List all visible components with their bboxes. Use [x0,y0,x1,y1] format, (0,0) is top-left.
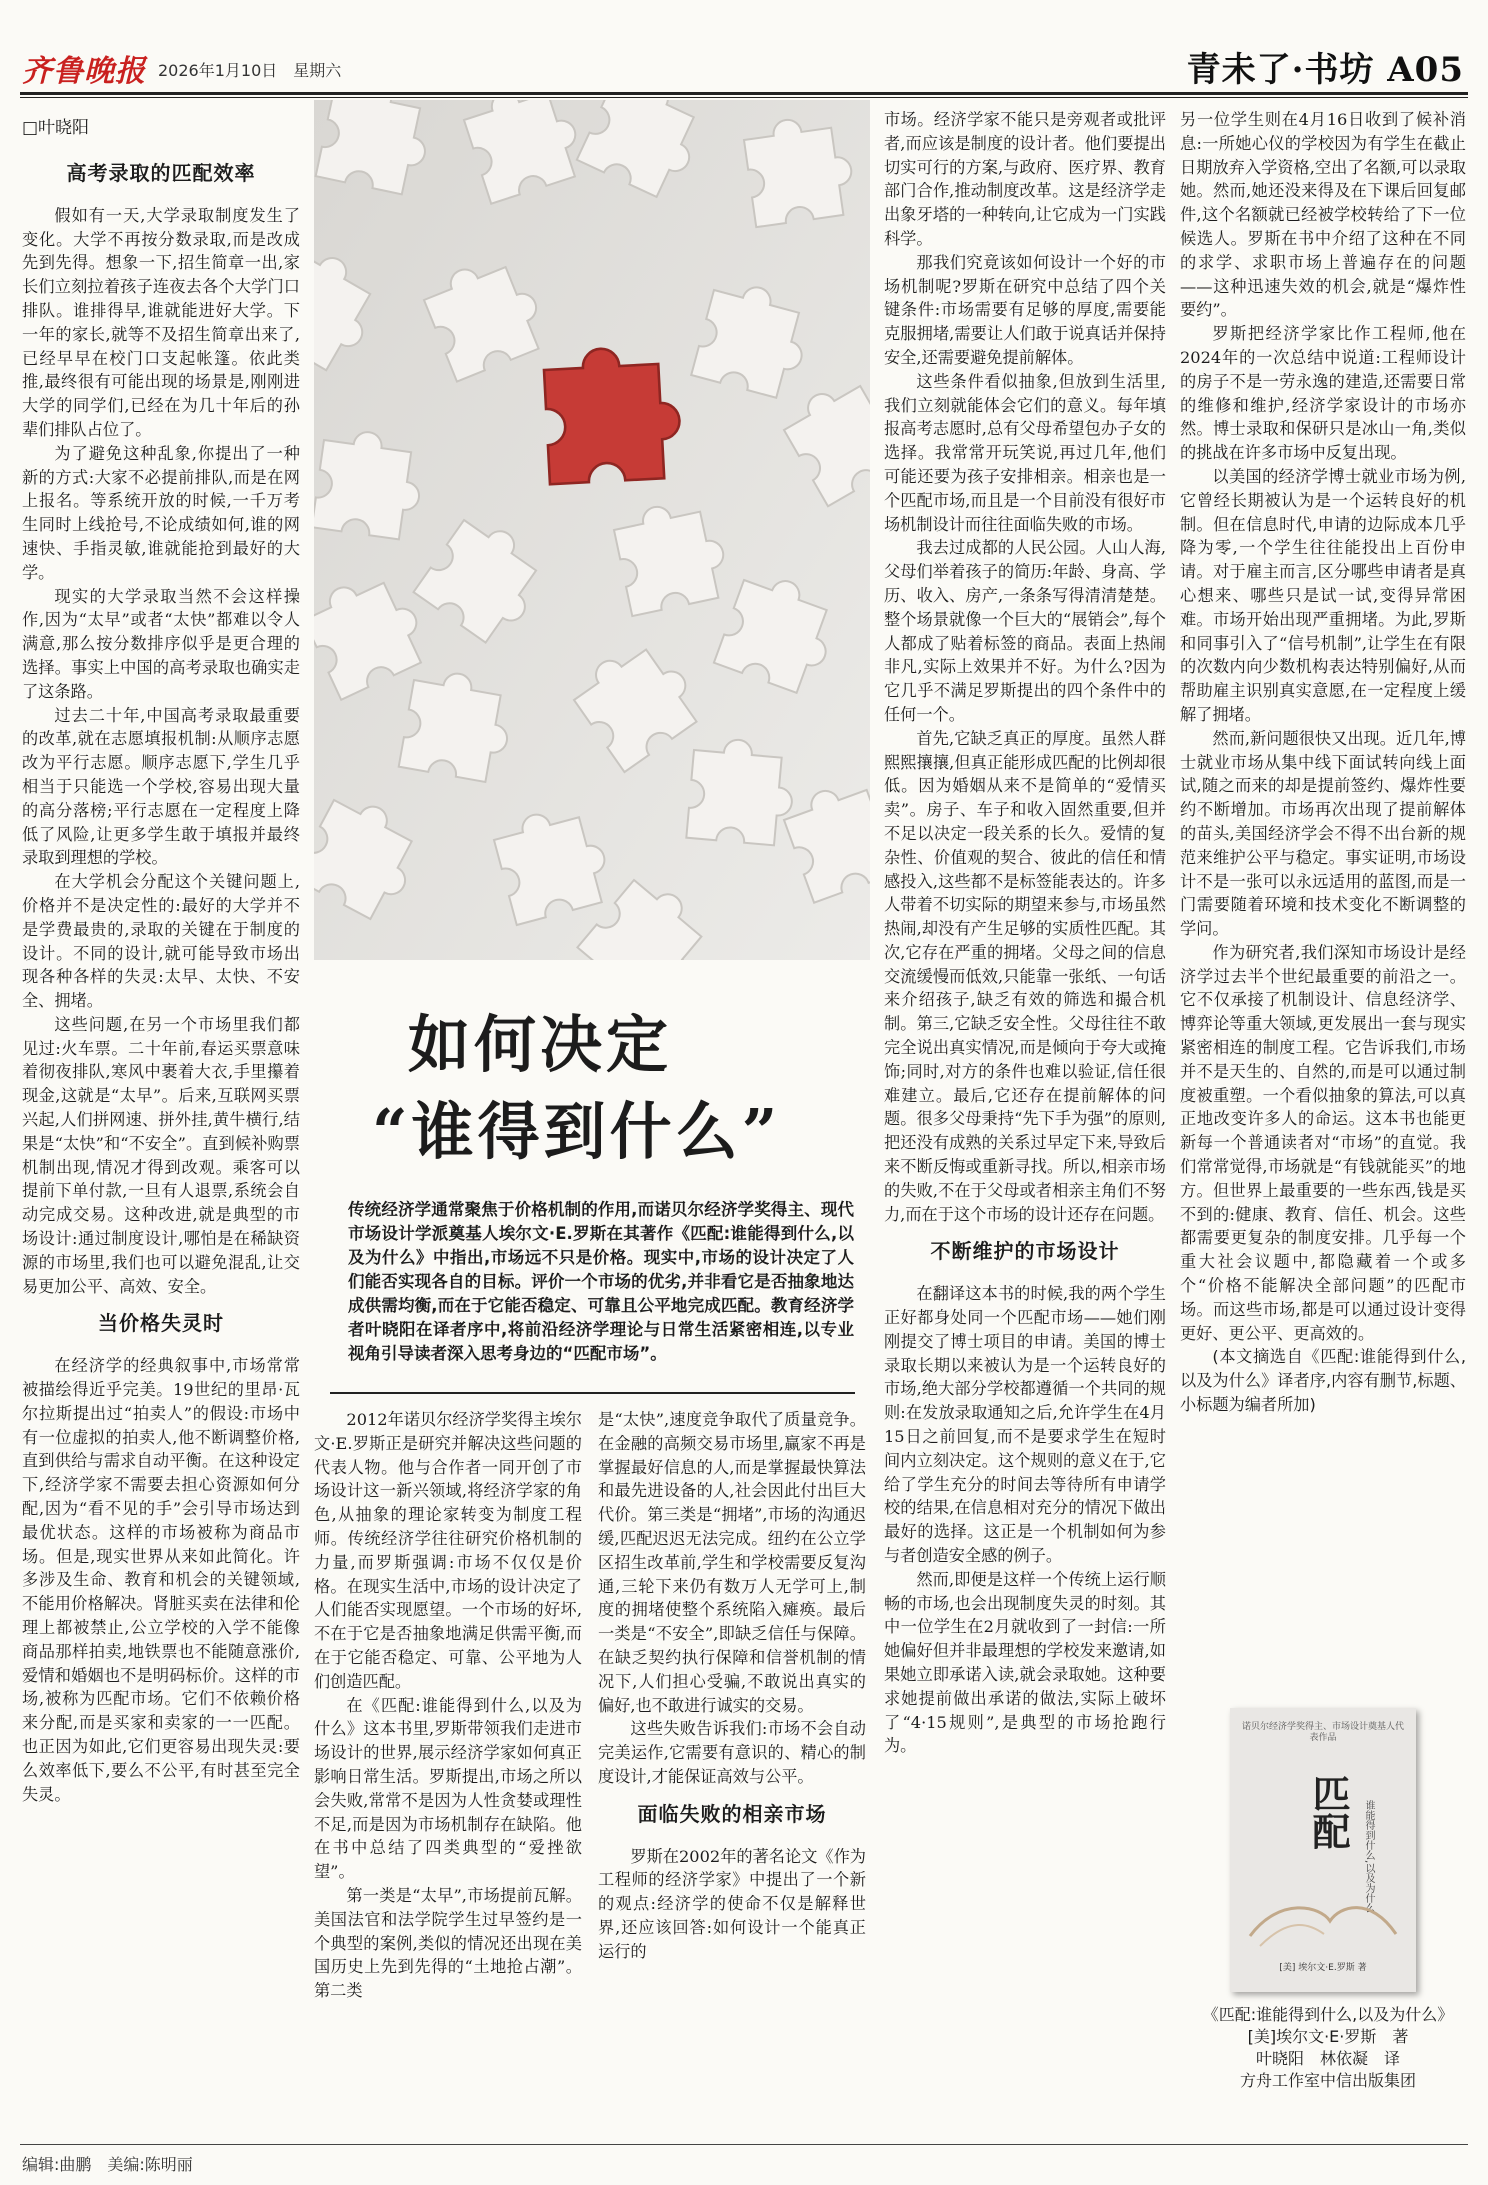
paragraph: 然而,即便是这样一个传统上运行顺畅的市场,也会出现制度失灵的时刻。其中一位学生在2月就收到了一封信:一所她偏好但并非最理想的学校发来邀请,如果她立即承诺入读,就会录取她。这种要求她提前做出承诺的做法,实际上破坏了“4·15规则”,是典型的市场抢跑行为。 [884,1569,1166,1756]
paragraph: 罗斯把经济学家比作工程师,他在2024年的一次总结中说道:工程师设计的房子不是一劳永逸的建造,还需要日常的维修和维护,经济学家设计的市场亦然。博士录取和保研只是冰山一角,类似的挑战在许多市场中反复出现。 [1180,324,1466,463]
book-caption-publisher: 方舟工作室中信出版集团 [1239,2071,1416,2090]
subheading-1: 高考录取的匹配效率 [66,161,256,185]
paragraph: 为了避免这种乱象,你提出了一种新的方式:大家不必提前排队,而是在网上报名。等系统开放的时候,一千万考生同时上线抢号,不论成绩如何,谁的网速快、手指灵敏,谁就能抢到最好的大学。 [22,443,300,582]
paragraph: 是“太快”,速度竞争取代了质量竞争。在金融的高频交易市场里,赢家不再是掌握最好信息的人,而是掌握最快算法和最先进设备的人,社会因此付出巨大代价。第三类是“拥堵”,市场的沟通迟缓,匹配迟迟无法完成。纽约在公立学区招生改革前,学生和学校需要反复沟通,三轮下来仍有数万人无学可上,制度的拥堵使整个系统陷入瘫痪。最后一类是“不安全”,即缺乏信任与保障。在缺乏契约执行保障和信誉机制的情况下,人们担心受骗,不敢说出真实的偏好,也不敢进行诚实的交易。 [598,1410,866,1715]
paragraph: 现实的大学录取当然不会这样操作,因为“太早”或者“太快”都难以令人满意,那么按分数排序似乎是更合理的选择。事实上中国的高考录取也确实走了这条路。 [22,586,300,701]
book-caption-author: [美]埃尔文·E·罗斯 著 [1247,2027,1409,2046]
top-rule [20,92,1468,95]
subheading-2: 当价格失灵时 [98,1311,224,1336]
paragraph: 这些条件看似抽象,但放到生活里,我们立刻就能体会它们的意义。每年填报高考志愿时,总有父母希望包办子女的选择。我常常开玩笑说,再过几年,他们可能还要为孩子安排相亲。相亲也是一个匹配市场,而且是一个目前没有很好市场机制设计而往往面临失败的市场。 [884,371,1166,534]
lead-rule [330,1392,855,1394]
hands-illustration [1230,1876,1416,1956]
paragraph: 过去二十年,中国高考录取最重要的改革,就在志愿填报机制:从顺序志愿改为平行志愿。顺序志愿下,学生几乎相当于只能选一个学校,容易出现大量的高分落榜;平行志愿在一定程度上降低了风险,让更多学生敢于填报并最终录取到理想的学校。 [22,705,300,868]
paragraph: 在经济学的经典叙事中,市场常常被描绘得近乎完美。19世纪的里昂·瓦尔拉斯提出过“拍卖人”的假设:市场中有一位虚拟的拍卖人,他不断调整价格,直到供给与需求自动平衡。在这种设定下,经济学家不需要去担心资源如何分配,因为“看不见的手”会引导市场达到最优状态。这样的市场被称为商品市场。但是,现实世界从来如此简化。许多涉及生命、教育和机会的关键领域,不能用价格解决。肾脏买卖在法律和伦理上都被禁止,公立学校的入学不能像商品那样拍卖,地铁票也不能随意涨价,爱情和婚姻也不是明码标价。这样的市场,被称为匹配市场。它们不依赖价格来分配,而是买家和卖家的一一匹配。也正因为如此,它们更容易出现失灵:要么效率低下,要么不公平,有时甚至完全失灵。 [22,1356,300,1804]
book-caption-title: 《匹配:谁能得到什么,以及为什么》 [1202,2005,1454,2024]
issue-date: 2026年1月10日 星期六 [158,61,342,80]
book-caption [1196,2004,1460,2092]
paragraph: 在大学机会分配这个关键问题上,价格并不是决定性的:最好的大学并不是学费最贵的,录取的关键在于制度的设计。不同的设计,就可能导致市场出现各种各样的失灵:太早、太快、不安全、拥堵。 [22,872,300,1011]
headline-line-1: 如何决定 [408,1008,673,1081]
puzzle-illustration [314,100,870,960]
book-cover-subtitle: 谁能得到什么,以及为什么 [1363,1800,1374,1914]
paragraph: 在翻译这本书的时候,我的两个学生正好都身处同一个匹配市场——她们刚刚提交了博士项目的申请。美国的博士录取长期以来被认为是一个运转良好的市场,绝大部分学校都遵循一个共同的规则:在发放录取通知之后,允许学生在4月15日之前回复,而不是要求学生在短时间内立刻决定。这个规则的意义在于,它给了学生充分的时间去等待所有申请学校的结果,在信息相对充分的情况下做出最好的选择。这正是一个机制如何为参与者创造安全感的例子。 [884,1284,1166,1566]
column-5 [1180,108,1466,1417]
book-cover-title: 匹配 [1306,1774,1351,1850]
headline-line-2: “谁得到什么” [372,1095,782,1168]
paragraph: 这些失败告诉我们:市场不会自动完美运作,它需要有意识的、精心的制度设计,才能保证高效与公平。 [598,1719,866,1786]
puzzle-photo [314,100,870,960]
paragraph: 这些问题,在另一个市场里我们都见过:火车票。二十年前,春运买票意味着彻夜排队,寒风中裹着大衣,手里攥着现金,这就是“太早”。后来,互联网买票兴起,人们拼网速、拼外挂,黄牛横行,结果是“太快”和“不安全”。直到候补购票机制出现,情况才得到改观。乘客可以提前下单付款,一旦有人退票,系统会自动完成交易。这种改进,就是典型的市场设计:通过制度设计,哪怕是在稀缺资源的市场里,我们也可以避免混乱,让交易更加公平、高效、安全。 [22,1014,300,1296]
paragraph: 市场。经济学家不能只是旁观者或批评者,而应该是制度的设计者。他们要提出切实可行的方案,与政府、医疗界、教育部门合作,推动制度改革。这是经济学走出象牙塔的一种转向,让它成为一门实践科学。 [884,110,1166,248]
lead-paragraph: 传统经济学通常聚焦于价格机制的作用,而诺贝尔经济学奖得主、现代市场设计学派奠基人埃尔文·E.罗斯在其著作《匹配:谁能得到什么,以及为什么》中指出,市场远不只是价格。现实中,市场的设计决定了人们能否实现各自的目标。评价一个市场的优劣,并非看它是否抽象地达成供需均衡,而在于它能否稳定、可靠且公平地完成匹配。教育经济学者叶晓阳在译者序中,将前沿经济学理论与日常生活紧密相连,以专业视角引导读者深入思考身边的“匹配市场”。 [348,1200,854,1363]
top-rule-thin [20,97,1468,98]
column-2 [314,1408,582,2003]
source-note: (本文摘选自《匹配:谁能得到什么,以及为什么》译者序,内容有删节,标题、小标题为编者所加) [1180,1347,1466,1415]
paragraph: 首先,它缺乏真正的厚度。虽然人群熙熙攘攘,但真正能形成匹配的比例却很低。因为婚姻从来不是简单的“爱情买卖”。房子、车子和收入固然重要,但并不足以决定一段关系的长久。爱情的复杂性、价值观的契合、彼此的信任和情感投入,这些都不是标签能表达的。许多人带着不切实际的期望来参与,市场虽然热闹,却没有产生足够的实质性匹配。其次,它存在严重的拥堵。父母之间的信息交流缓慢而低效,只能靠一张纸、一句话来介绍孩子,缺乏有效的筛选和撮合机制。第三,它缺乏安全性。父母往往不敢完全说出真实情况,而是倾向于夸大或掩饰;同时,对方的条件也难以验证,信任很难建立。最后,它还存在提前解体的问题。很多父母秉持“先下手为强”的原则,把还没有成熟的关系过早定下来,导致后来不断反悔或重新寻找。所以,相亲市场的失败,不在于父母或者相亲主角们不努力,而在于这个市场的设计还存在问题。 [884,728,1166,1224]
column-3 [598,1408,866,1964]
newspaper-logo: 齐鲁晚报 [22,54,146,89]
book-cover [1230,1708,1416,1992]
paragraph: 在《匹配:谁能得到什么,以及为什么》这本书里,罗斯带领我们走进市场设计的世界,展示经济学家如何真正影响日常生活。罗斯提出,市场之所以会失败,常常不是因为人性贪婪或理性不足,而是因为市场机制存在缺陷。他在书中总结了四类典型的“爱挫欲望”。 [314,1695,582,1882]
paragraph: 然而,新问题很快又出现。近几年,博士就业市场从集中线下面试转向线上面试,随之而来的却是提前签约、爆炸性要约不断增加。市场再次出现了提前解体的苗头,美国经济学会不得不出台新的规范来维护公平与稳定。事实证明,市场设计不是一张可以永远适用的蓝图,而是一门需要随着环境和技术变化不断调整的学问。 [1180,728,1466,939]
subheading-4: 不断维护的市场设计 [930,1239,1120,1264]
paragraph: 假如有一天,大学录取制度发生了变化。大学不再按分数录取,而是改成先到先得。想象一下,招生简章一出,家长们立刻拉着孩子连夜去各个大学门口排队。谁排得早,谁就能进好大学。下一年的家长,就等不及招生简章出来了,已经早早在校门口支起帐篷。依此类推,最终很有可能出现的场景是,刚刚进大学的同学们,已经在为几十年后的孙辈们排队占位了。 [22,205,300,439]
paragraph: 作为研究者,我们深知市场设计是经济学过去半个世纪最重要的前沿之一。它不仅承接了机制设计、信息经济学、博弈论等重大领域,更发展出一套与现实紧密相连的制度工程。它告诉我们,市场并不是天生的、自然的,而是可以通过制度被重塑。一个看似抽象的算法,可以真正地改变许多人的命运。这本书也能更新每一个普通读者对“市场”的直觉。我们常常觉得,市场就是“有钱就能买”的地方。但世界上最重要的一些东西,钱是买不到的:健康、教育、信任、机会。这些都需要更复杂的制度安排。几乎每一个重大社会议题中,都隐藏着一个或多个“价格不能解决全部问题”的匹配市场。而这些市场,都是可以通过设计变得更好、更公平、更高效的。 [1180,942,1466,1343]
column-4 [884,108,1166,1758]
column-1 [22,150,300,1806]
subheading-3: 面临失败的相亲市场 [637,1801,827,1826]
paragraph: 另一位学生则在4月16日收到了候补消息:一所她心仪的学校因为有学生在截止日期放弃入学资格,空出了名额,可以录取她。然而,她还没来得及在下课后回复邮件,这个名额就已经被学校转给了下一位候选人。罗斯在书中介绍了这种在不同的求学、求职市场上普遍存在的问题——这种迅速失效的机会,就是“爆炸性要约”。 [1180,110,1466,320]
paragraph: 我去过成都的人民公园。人山人海,父母们举着孩子的简历:年龄、身高、学历、收入、房产,一条条写得清清楚楚。整个场景就像一个巨大的“展销会”,每个人都成了贴着标签的商品。表面上热闹非凡,实际上效果并不好。为什么?因为它几乎不满足罗斯提出的四个条件中的任何一个。 [884,538,1166,724]
paragraph: 罗斯在2002年的著名论文《作为工程师的经济学家》中提出了一个新的观点:经济学的使命不仅是解释世界,还应该回答:如何设计一个能真正运行的 [598,1846,866,1961]
byline: □叶晓阳 [22,118,90,138]
editor-credits: 编辑:曲鹏 美编:陈明丽 [22,2155,193,2174]
bottom-rule [20,2144,1468,2145]
book-caption-translators: 叶晓阳 林依凝 译 [1255,2049,1400,2068]
paragraph: 那我们究竟该如何设计一个好的市场机制呢?罗斯在研究中总结了四个关键条件:市场需要有足够的厚度,需要能克服拥堵,需要让人们敢于说真话并保持安全,还需要避免提前解体。 [884,252,1166,367]
book-cover-author: [美] 埃尔文·E.罗斯 著 [1279,1963,1367,1973]
paragraph: 以美国的经济学博士就业市场为例,它曾经长期被认为是一个运转良好的机制。但在信息时代,申请的边际成本几乎降为零,一个学生往往能投出上百份申请。对于雇主而言,区分哪些申请者是真心想来、哪些只是试一试,变得异常困难。市场开始出现严重拥堵。为此,罗斯和同事引入了“信号机制”,让学生在有限的次数内向少数机构表达特别偏好,从而帮助雇主识别真实意愿,在一定程度上缓解了拥堵。 [1180,466,1466,724]
book-cover-tagline: 诺贝尔经济学奖得主、市场设计奠基人代表作品 [1241,1722,1404,1743]
paragraph: 2012年诺贝尔经济学奖得主埃尔文·E.罗斯正是研究并解决这些问题的代表人物。他与合作者一同开创了市场设计这一新兴领域,将经济学家的角色,从抽象的理论家转变为制度工程师。传统经济学往往研究价格机制的力量,而罗斯强调:市场不仅仅是价格。在现实生活中,市场的设计决定了人们能否实现愿望。一个市场的好坏,不在于它是否抽象地满足供需平衡,而在于它能否稳定、可靠、公平地为人们创造匹配。 [314,1410,582,1691]
section-title: 青未了·书坊 A05 [1186,50,1464,90]
paragraph: 第一类是“太早”,市场提前瓦解。美国法官和法学院学生过早签约是一个典型的案例,类似的情况还出现在美国历史上先到先得的“土地抢占潮”。第二类 [314,1885,582,2001]
